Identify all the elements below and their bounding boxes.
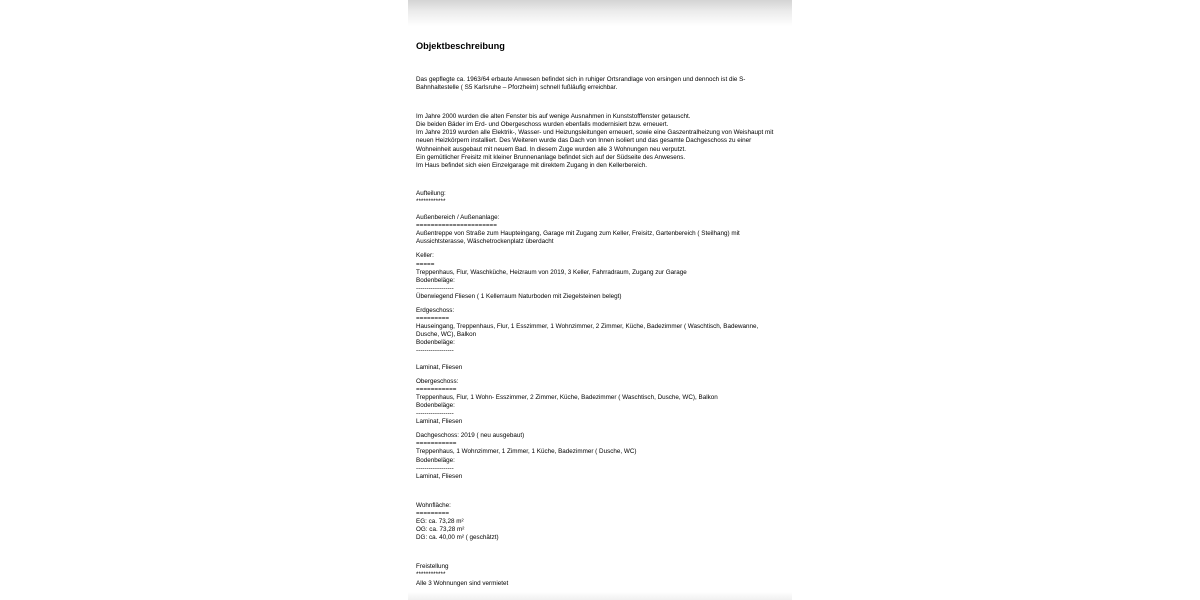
layout-heading: Aufteilung: ************ (416, 189, 446, 205)
page-bottom-edge (408, 592, 792, 600)
living-area-section: Wohnfläche: ========= EG: ca. 73,28 m² OG: ca. 73,28 m² DG: ca. 40,00 m² ( geschätzt) (416, 501, 499, 542)
page-top-edge (408, 0, 792, 26)
outdoor-section: Außenbereich / Außenanlage: ====================== Außentreppe von Straße zum Haupteingang, Garage mit Zugang zum Keller, Freisitz, Gartenbereich ( Steilhang) mit Aussichtsterasse, Wäschetrockenplatz überdacht (416, 214, 740, 246)
basement-section: Keller: ===== Treppenhaus, Flur, Waschküche, Heizraum von 2019, 3 Keller, Fahrradraum, Zugang zur Garage Bodenbeläge: ------------------ Überwiegend Fliesen ( 1 Kellerraum Naturboden mit Ziegelsteinen belegt) (416, 252, 687, 300)
upper-floor-section: Obergeschoss: =========== Treppenhaus, Flur, 1 Wohn- Esszimmer, 2 Zimmer, Küche, Badezimmer ( Waschtisch, Dusche, WC), Balkon Bodenbeläge: ------------------ Laminat, Fliesen (416, 377, 718, 426)
document-content (416, 40, 786, 588)
availability-section: Freistellung ************ Alle 3 Wohnungen sind vermietet (416, 563, 509, 587)
attic-section: Dachgeschoss: 2019 ( neu ausgebaut) =========== Treppenhaus, 1 Wohnzimmer, 1 Zimmer, 1 Küche, Badezimmer ( Dusche, WC) Bodenbeläge: ------------------ Laminat, Fliesen (416, 432, 637, 480)
document-page (408, 0, 792, 600)
ground-floor-section: Erdgeschoss: ========= Hauseingang, Treppenhaus, Flur, 1 Esszimmer, 1 Wohnzimmer, 2 Zimmer, Küche, Badezimmer ( Waschtisch, Badewanne, Dusche, WC), Balkon Bodenbeläge: ------------------ Laminat, Fliesen (416, 306, 759, 371)
intro-paragraph: Das gepflegte ca. 1963/64 erbaute Anwesen befindet sich in ruhiger Ortsrandlage von ersingen und dennoch ist die S- Bahnhaltestelle ( S5 Karlsruhe – Pforzheim) schnell fußläufig erreichbar. (416, 76, 746, 92)
renovation-paragraph: Im Jahre 2000 wurden die alten Fenster bis auf wenige Ausnahmen in Kunststofffenster getauscht. Die beiden Bäder im Erd- und Obergeschoss wurden ebenfalls modernisiert bzw. erneuert. Im Jahre 2019 wurden alle Elektrik-, Wasser- und Heizungsleitungen erneuert, sowie eine Gaszentralheizung von Weishaupt mit neuen Heizkörpern installiert. Des Weiteren wurde das Dach von Innen isoliert und das gesamte Dachgeschoss zu einer Wohneinheit ausgebaut mit neuem Bad. In diesem Zuge wurden alle 3 Wohnungen neu verputzt. Ein gemütlicher Freisitz mit kleiner Brunnenanlage befindet sich auf der Südseite des Anwesens. Im Haus befindet sich eien Einzelgarage mit direktem Zugang in den Kellerbereich. (416, 113, 774, 169)
page-title: Objektbeschreibung (416, 41, 505, 51)
